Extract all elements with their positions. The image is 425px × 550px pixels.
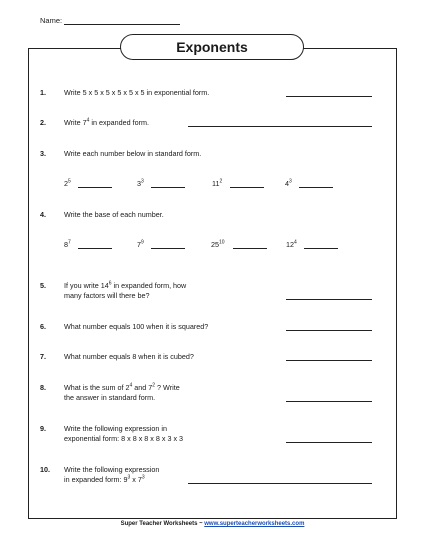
q4-item-4: $12^4$ (286, 239, 297, 249)
question-2-text: Write $7^4$ in expanded form. (64, 117, 149, 127)
q3-item-2: $3^3$ (137, 178, 144, 188)
footer: Super Teacher Worksheets ~ www.superteacherworksheets.com (120, 521, 305, 527)
question-10-number: 10. (40, 465, 50, 474)
q4-item-4-answer-line[interactable] (304, 248, 338, 249)
q3-item-4-answer-line[interactable] (299, 187, 333, 188)
question-8-number: 8. (40, 383, 46, 392)
question-7-number: 7. (40, 352, 46, 361)
q3-item-3: $11^2$ (212, 178, 223, 188)
q4-item-3-answer-line[interactable] (233, 248, 267, 249)
question-5-text: If you write $14^6$ in expanded form, how many factors will there be? (64, 280, 187, 300)
q4-item-3: $25^{10}$ (211, 239, 225, 249)
question-9-number: 9. (40, 424, 46, 433)
q3-item-1: $2^5$ (64, 178, 71, 188)
question-4-text: Write the base of each number. (64, 210, 164, 219)
question-1-answer-line[interactable] (286, 96, 372, 97)
q3-item-2-answer-line[interactable] (151, 187, 185, 188)
question-6-answer-line[interactable] (286, 330, 372, 331)
footer-url-link[interactable]: www.superteacherworksheets.com (204, 521, 305, 527)
question-2-answer-line[interactable] (188, 126, 372, 127)
question-6-text: What number equals 100 when it is squared? (64, 322, 209, 331)
q3-item-3-answer-line[interactable] (230, 187, 264, 188)
name-field[interactable] (64, 24, 180, 25)
question-2-number: 2. (40, 118, 46, 127)
question-7-answer-line[interactable] (286, 360, 372, 361)
q4-item-2: $7^9$ (137, 239, 144, 249)
question-9-text: Write the following expression in exponential form: 8 x 8 x 8 x 8 x 3 x 3 (64, 424, 184, 443)
footer-brand: Super Teacher Worksheets (120, 521, 198, 527)
question-10-answer-line[interactable] (188, 483, 372, 484)
question-8-text: What is the sum of $2^4$ and $7^2$ ? Write the answer in standard form. (64, 382, 180, 402)
question-1-number: 1. (40, 88, 46, 97)
question-8-answer-line[interactable] (286, 401, 372, 402)
question-5-answer-line[interactable] (286, 299, 372, 300)
question-6-number: 6. (40, 322, 46, 331)
q4-item-2-answer-line[interactable] (151, 248, 185, 249)
question-3-number: 3. (40, 149, 46, 158)
question-4-number: 4. (40, 210, 46, 219)
question-3-text: Write each number below in standard form. (64, 149, 202, 158)
q3-item-1-answer-line[interactable] (78, 187, 112, 188)
name-label: Name: (40, 16, 63, 25)
q4-item-1-answer-line[interactable] (78, 248, 112, 249)
question-7-text: What number equals 8 when it is cubed? (64, 352, 194, 361)
page-title: Exponents (120, 34, 304, 60)
q3-item-4: $4^3$ (285, 178, 292, 188)
q4-item-1: $8^7$ (64, 239, 71, 249)
question-9-answer-line[interactable] (286, 442, 372, 443)
question-5-number: 5. (40, 281, 46, 290)
question-10-text: Write the following expression in expanded form: $9^3$ x $7^3$ (64, 465, 160, 484)
question-1-text: Write 5 x 5 x 5 x 5 x 5 x 5 in exponential form. (64, 88, 210, 97)
